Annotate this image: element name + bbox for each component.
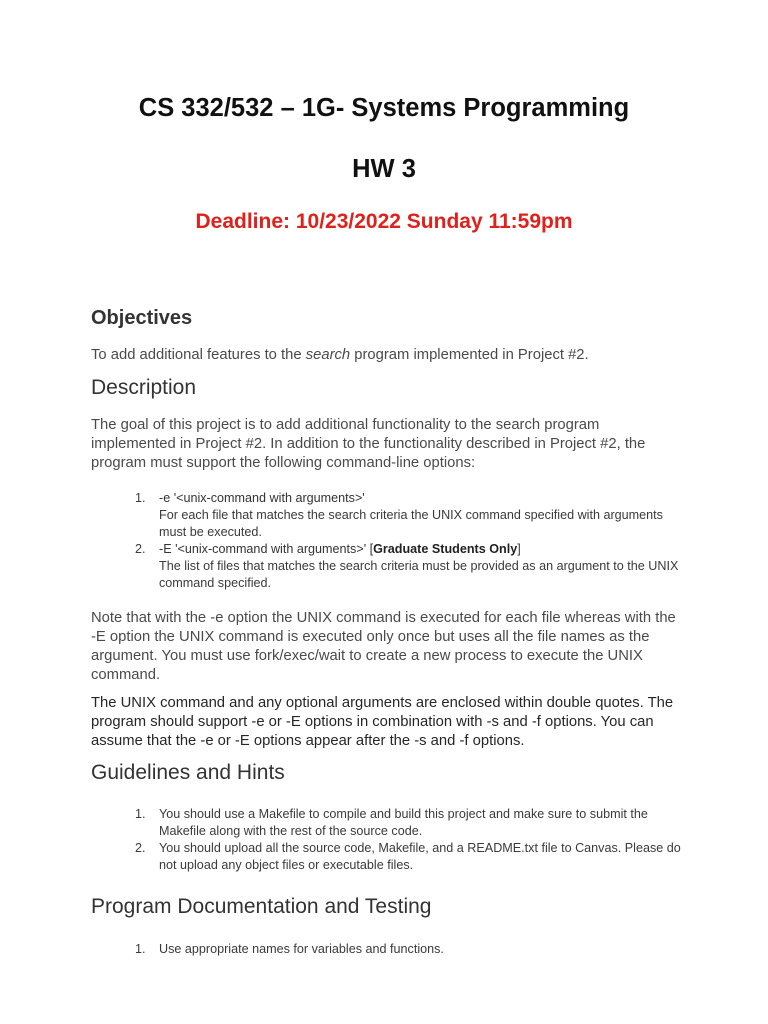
tag-close: ] [517, 542, 521, 556]
list-item [91, 806, 683, 840]
documentation-text: Use appropriate names for variables and functions. [159, 942, 444, 956]
objectives-text-italic: search [305, 347, 351, 363]
objectives-text [91, 346, 683, 365]
graduate-only-tag: Graduate Students Only [373, 542, 518, 556]
deadline: Deadline: 10/23/2022 Sunday 11:59pm [195, 210, 573, 233]
objectives-text-end: program implemented in Project #2. [350, 347, 589, 363]
option-text: -E '<unix-command with arguments>' [ [159, 542, 374, 556]
objectives-heading: Objectives [91, 307, 193, 329]
objectives-text-start: To add additional features to the [91, 347, 306, 363]
list-item [91, 941, 683, 958]
description-heading: Description [91, 376, 197, 399]
guideline-text: You should upload all the source code, Makefile, and a README.txt file to Canvas. Please do not upload any object files or executable files. [159, 841, 681, 872]
list-number: 2. [135, 841, 146, 855]
list-number: 1. [135, 491, 146, 505]
list-item [91, 541, 683, 592]
option-text: -e '<unix-command with arguments>' [159, 491, 365, 505]
guidelines-list [91, 806, 683, 874]
homework-title: HW 3 [352, 155, 416, 183]
note-paragraph-2: The UNIX command and any optional arguments are enclosed within double quotes. The program should support -e or -E options in combination with -s and -f options. You can assume that the -e or -E options appear after the -s and -f options. [91, 695, 674, 749]
guidelines-heading: Guidelines and Hints [91, 761, 285, 784]
documentation-heading: Program Documentation and Testing [91, 895, 432, 918]
documentation-list [91, 941, 683, 958]
list-item [91, 840, 683, 874]
list-item [91, 490, 683, 541]
option-detail: For each file that matches the search criteria the UNIX command specified with arguments must be executed. [159, 508, 663, 539]
option-detail: The list of files that matches the search criteria must be provided as an argument to the UNIX command specified. [159, 559, 679, 590]
description-paragraph: The goal of this project is to add additional functionality to the search program implemented in Project #2. In addition to the functionality described in Project #2, the program must support the following command-line options: [91, 417, 646, 471]
list-number: 2. [135, 542, 146, 556]
note-paragraph: Note that with the -e option the UNIX command is executed for each file whereas with the -E option the UNIX command is executed only once but uses all the file names as the argument. You must use fork/exec/wait to create a new process to execute the UNIX command. [91, 610, 676, 683]
options-list [91, 490, 683, 592]
course-title: CS 332/532 – 1G- Systems Programming [138, 94, 630, 122]
guideline-text: You should use a Makefile to compile and build this project and make sure to submit the Makefile along with the rest of the source code. [159, 807, 648, 838]
list-number: 1. [135, 807, 146, 821]
list-number: 1. [135, 942, 146, 956]
